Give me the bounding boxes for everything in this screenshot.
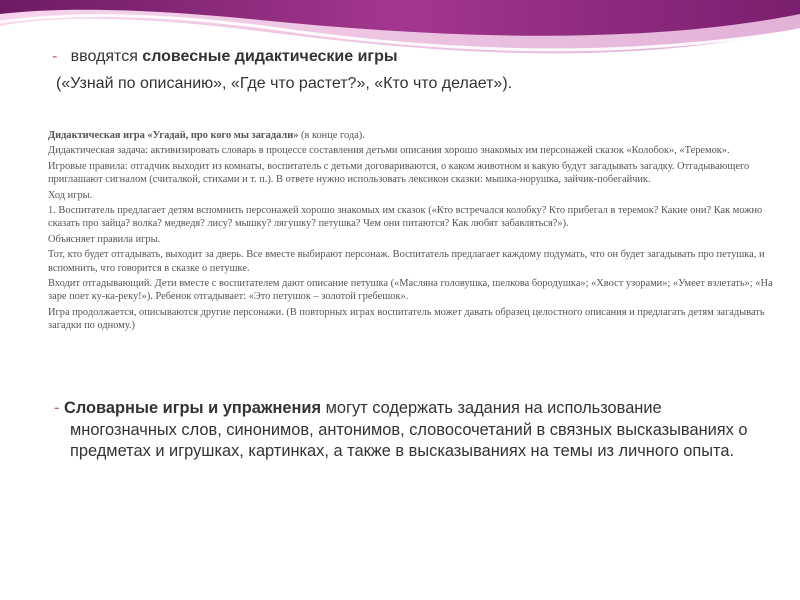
- bottom-text: могут содержать задания на использование многозначных слов, синонимов, антонимов, словосочетаний в связных высказываниях о предметах и игрушках, картинках, а также в высказываниях на темы из личного опыта.: [70, 399, 748, 461]
- step-1: 1. Воспитатель предлагает детям вспомнить персонажей хорошо знакомых им сказок («Кто встречался колобку? Кто прибегал в теремок? Какие они? Как можно сказать про зайца? волка? медведя? лису? мышку? лягушку? петушка? Чем они питаются? Как любят забавляться?»).: [48, 205, 763, 230]
- bullet-dash: -: [52, 48, 58, 65]
- game-title-bold: Дидактическая игра «Угадай, про кого мы загадали»: [48, 130, 299, 141]
- header-prefix: вводятся: [70, 48, 143, 65]
- step-2: Тот, кто будет отгадывать, выходит за дверь. Все вместе выбирают персонаж. Воспитатель предлагает каждому подумать, что он будет загадывать про петушка, и вспомнить, что говорится в сказке о петушке.: [48, 249, 765, 274]
- game-task: Дидактическая задача: активизировать словарь в процессе составления детьми описания хорошо знакомых им персонажей сказок «Колобок», «Теремок».: [48, 145, 730, 157]
- bottom-bullet: -: [54, 399, 65, 417]
- step-3: Входит отгадывающий. Дети вместе с воспитателем дают описание петушка («Масляна головушка, шелкова бородушка»; «Хвост узорами»; «Умеет взлетать»; «На заре поет ку-ка-реку!»). Ребенок отгадывает: «Это петушок – золотой гребешок».: [48, 278, 773, 303]
- game-rules: Игровые правила: отгадчик выходит из комнаты, воспитатель с детьми договариваются, о каком животном и какую будут загадывать загадку. Отгадывающего приглашают сигналом (считалкой, стихами и т. п.). В ответе нужно использовать лексикон сказки: мышка-норушка, зайчик-побегайчик.: [48, 160, 750, 186]
- header-line-2: («Узнай по описанию», «Где что растет?», «Кто что делает»).: [56, 75, 513, 92]
- game-description: [48, 129, 773, 335]
- header-line-1: [52, 47, 398, 67]
- header-bold: словесные дидактические игры: [142, 48, 398, 65]
- explains-rules: Объясняет правила игры.: [48, 233, 161, 245]
- progress-heading: Ход игры.: [48, 189, 93, 201]
- bottom-bold: Словарные игры и упражнения: [64, 399, 322, 417]
- game-title-tail: (в конце года).: [298, 130, 365, 141]
- vocabulary-text: [48, 398, 748, 463]
- game-continue: Игра продолжается, описываются другие персонажи. (В повторных играх воспитатель может давать образец целостного описания и предлагать детям загадывать загадки по одному.): [48, 306, 765, 332]
- vocabulary-games-paragraph: [48, 398, 748, 463]
- game-title: [48, 129, 773, 142]
